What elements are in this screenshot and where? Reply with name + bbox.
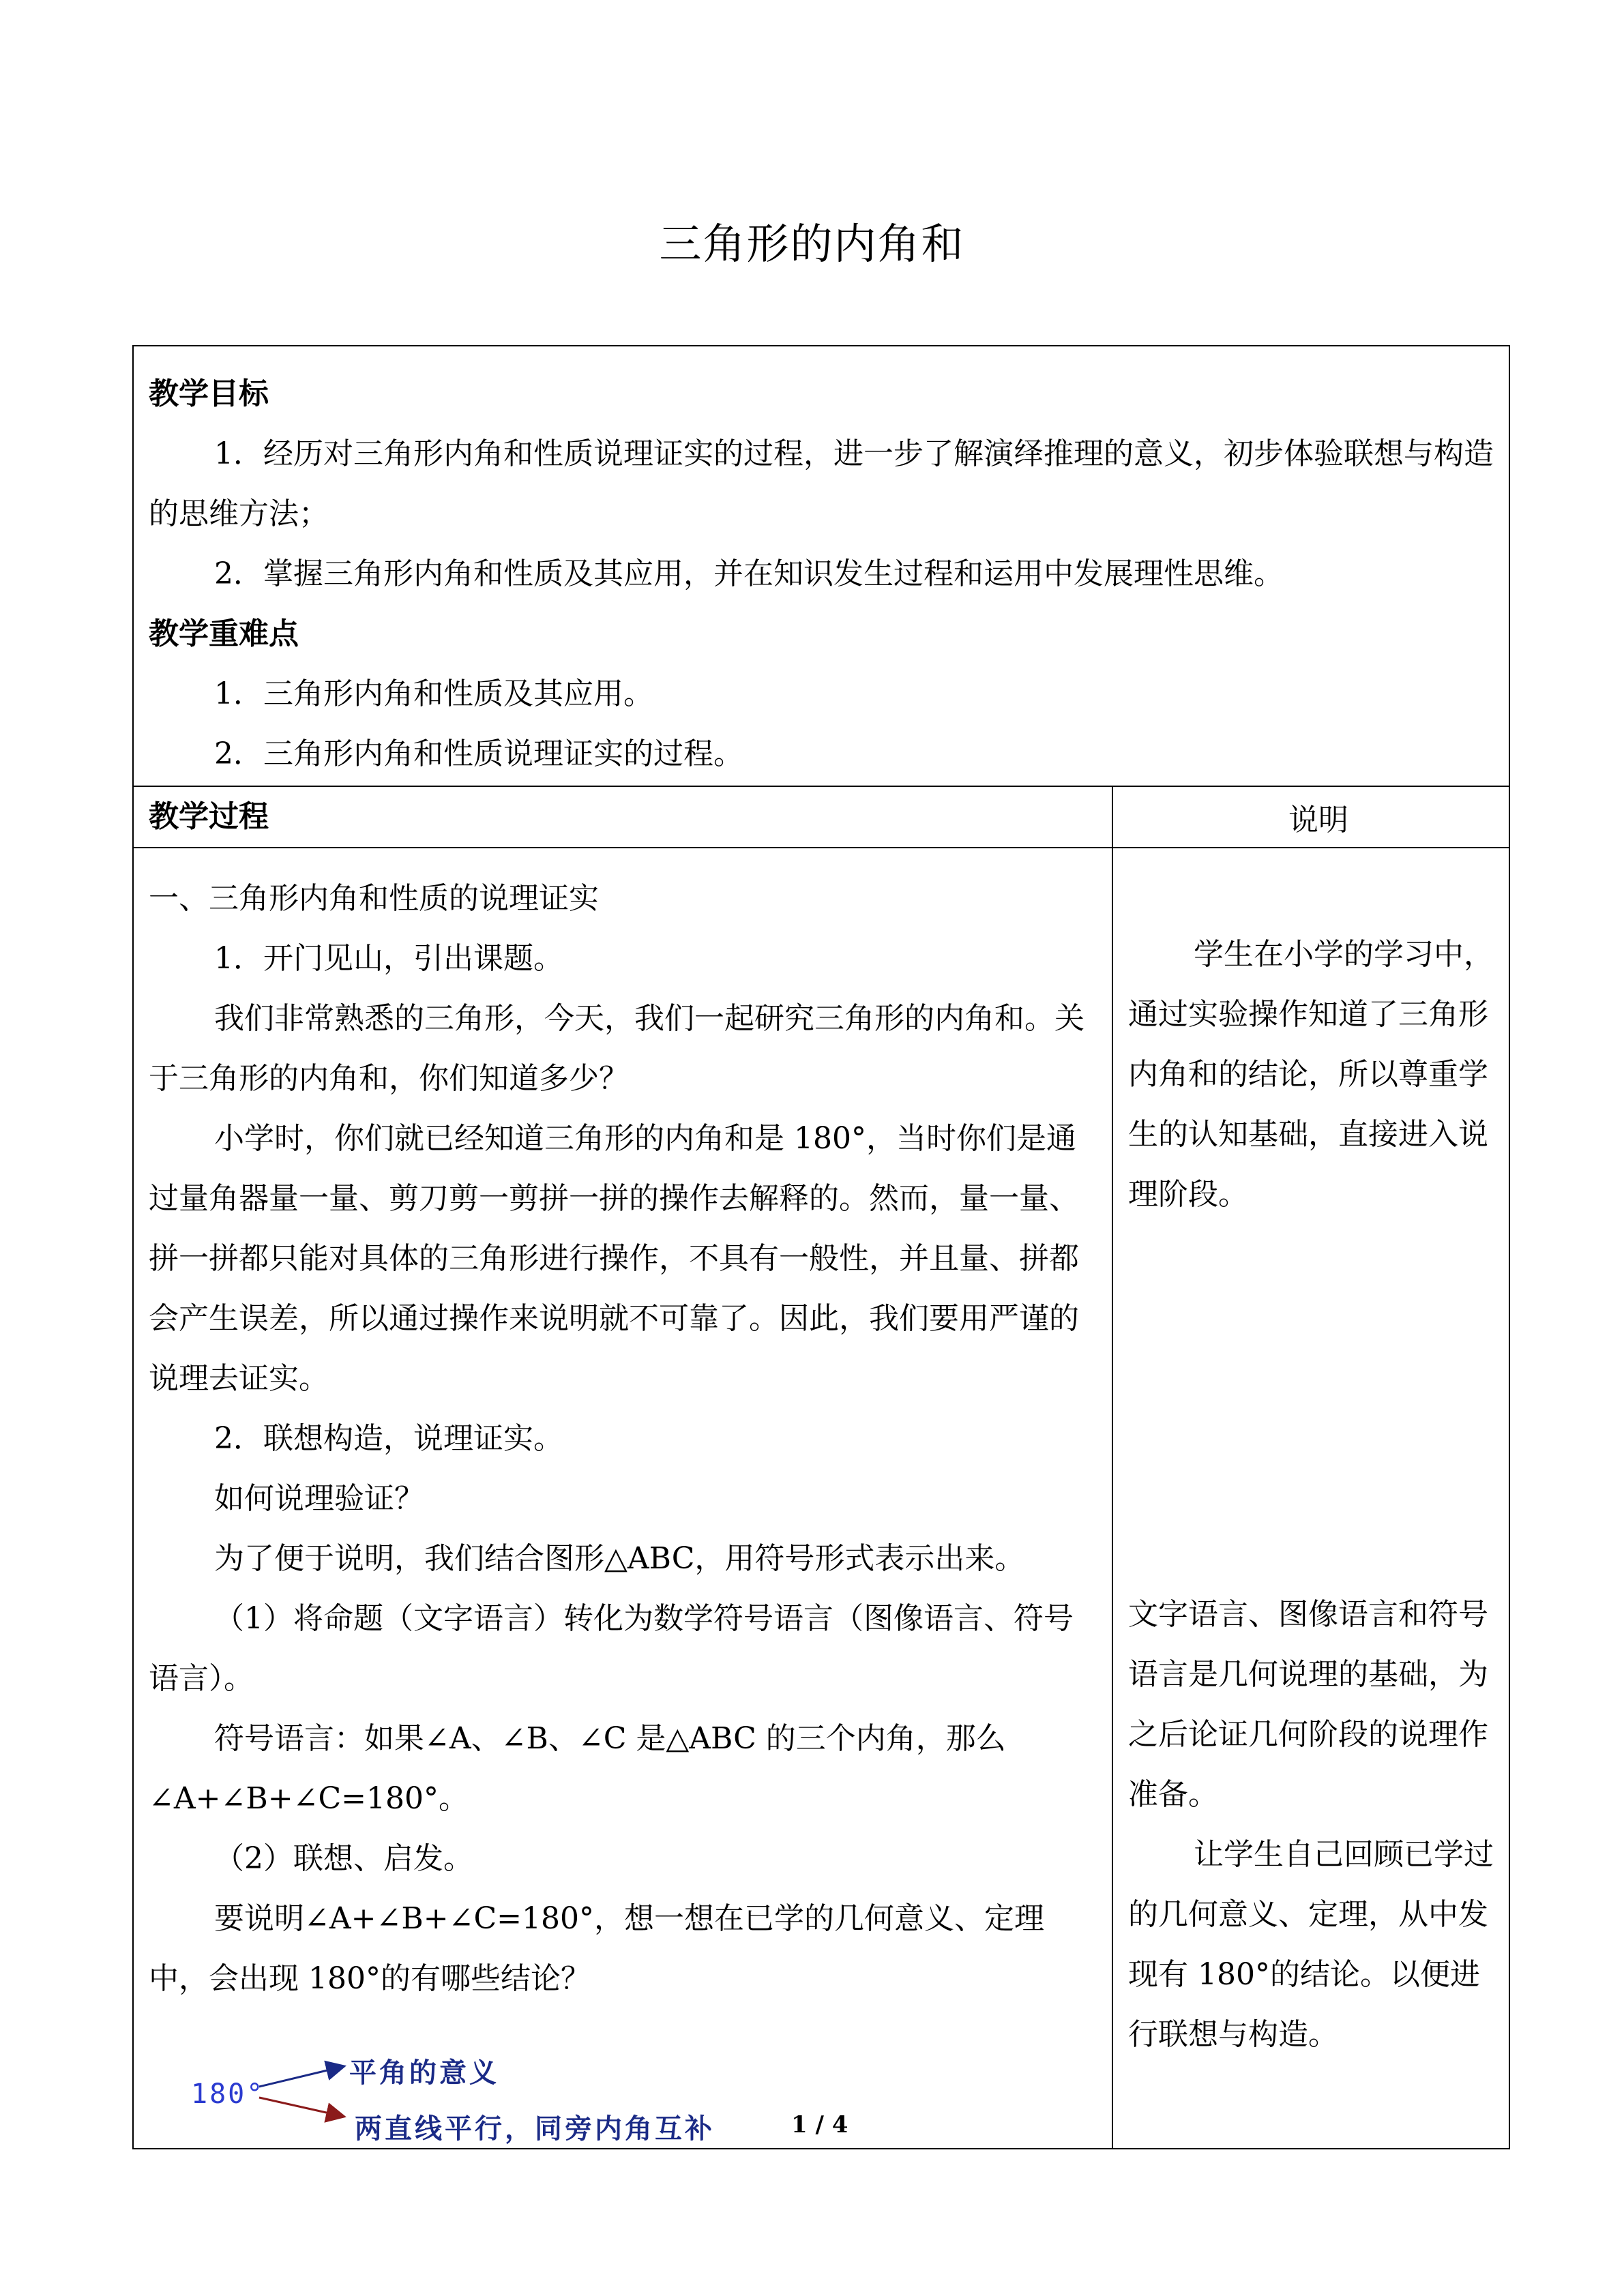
goal-item: 2．掌握三角形内角和性质及其应用，并在知识发生过程和运用中发展理性思维。 (214, 556, 1284, 591)
keypoint-item: 1．三角形内角和性质及其应用。 (214, 676, 653, 711)
process-paragraph: （2）联想、启发。 (214, 1841, 473, 1876)
process-paragraph: 1．开门见山，引出课题。 (214, 941, 563, 976)
annotation-branch2: 两直线平行，同旁内角互补 (355, 2113, 715, 2145)
note-heading: 说明 (1288, 803, 1348, 837)
section-heading: 一、三角形内角和性质的说理证实 (149, 881, 599, 916)
annotation-branch1: 平角的意义 (349, 2057, 499, 2089)
goal-item: 1．经历对三角形内角和性质说理证实的过程，进一步了解演绎推理的意义，初步体验联想与构造的思维方法； (149, 436, 1494, 531)
arrow-to-branch1 (259, 2066, 344, 2087)
process-paragraph: 小学时，你们就已经知道三角形的内角和是 180°，当时你们是通过量角器量一量、剪刀剪一剪拼一拼的操作去解释的。然而，量一量、拼一拼都只能对具体的三角形进行操作，不具有一般性，并且量、拼都会产生误差，所以通过操作来说明就不可靠了。因此，我们要用严谨的说理去证实。 (149, 1121, 1079, 1396)
note-text: 文字语言、图像语言和符号语言是几何说理的基础，为之后论证几何阶段的说理作准备。 (1128, 1597, 1488, 1812)
process-paragraph: 2．联想构造，说理证实。 (214, 1421, 563, 1456)
keypoint-item: 2．三角形内角和性质说理证实的过程。 (214, 736, 743, 771)
process-paragraph: 我们非常熟悉的三角形，今天，我们一起研究三角形的内角和。关于三角形的内角和，你们知道多少？ (149, 1001, 1084, 1096)
process-paragraph: （1）将命题（文字语言）转化为数学符号语言（图像语言、符号语言）。 (149, 1601, 1074, 1696)
page-title: 三角形的内角和 (659, 219, 965, 269)
arrow-to-branch2 (259, 2098, 344, 2117)
page-number: 1 / 4 (791, 2111, 848, 2138)
goals-heading: 教学目标 (149, 376, 269, 411)
process-paragraph: 如何说理验证？ (214, 1481, 424, 1516)
process-heading: 教学过程 (149, 799, 269, 834)
process-paragraph: 要说明∠A+∠B+∠C=180°，想一想在已学的几何意义、定理中，会出现 180°的有哪些结论？ (149, 1901, 1044, 1996)
annotation-number: 180° (191, 2078, 265, 2110)
keypoints-heading: 教学重难点 (149, 616, 299, 651)
process-paragraph: 为了便于说明，我们结合图形△ABC，用符号形式表示出来。 (214, 1541, 1025, 1576)
process-paragraph: 符号语言：如果∠A、∠B、∠C 是△ABC 的三个内角，那么∠A+∠B+∠C=180°。 (149, 1721, 1006, 1816)
note-text: 让学生自己回顾已学过的几何意义、定理，从中发现有 180°的结论。以便进行联想与构造。 (1128, 1837, 1494, 2052)
note-text: 学生在小学的学习中，通过实验操作知道了三角形内角和的结论，所以尊重学生的认知基础，直接进入说理阶段。 (1128, 937, 1494, 1212)
